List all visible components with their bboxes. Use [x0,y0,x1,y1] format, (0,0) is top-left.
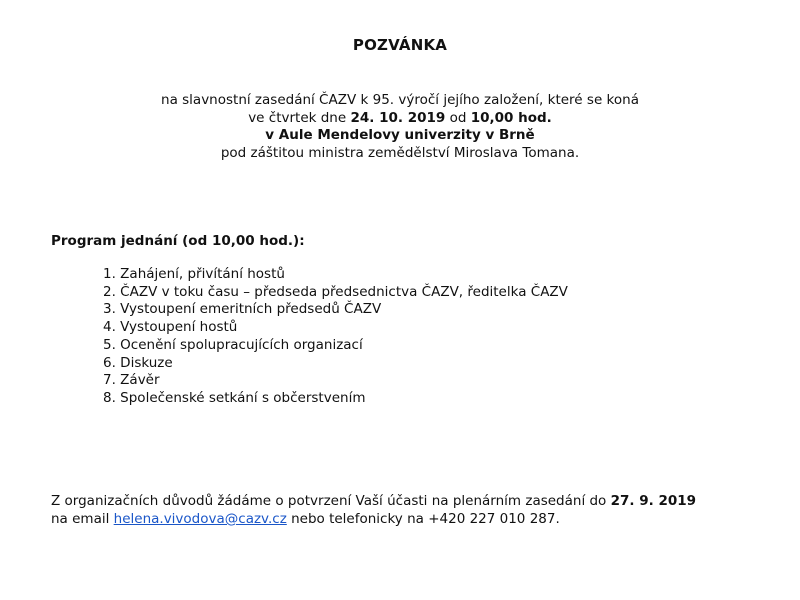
event-time: 10,00 hod. [470,109,552,126]
program-item: 8. Společenské setkání s občerstvením [103,389,366,406]
intro-line-2-mid: od [445,109,471,126]
program-item: 5. Ocenění spolupracujících organizací [103,336,363,353]
intro-line-2 [0,110,800,128]
program-item: 7. Závěr [103,372,160,389]
event-date: 24. 10. 2019 [350,109,446,126]
intro-line-2-prefix: ve čtvrtek dne [248,109,351,126]
event-venue: v Aule Mendelovy univerzity v Brně [265,127,535,143]
program-heading: Program jednání (od 10,00 hod.): [51,233,305,249]
email-link[interactable]: helena.vivodova@cazv.cz [113,511,287,527]
intro-line-4: pod záštitou ministra zemědělství Miroslava Tomana. [220,144,580,161]
footer-line-1-prefix: Z organizačních důvodů žádáme o potvrzení Vaší účasti na plenárním zasedání do [51,493,611,509]
footer-line-2-suffix: nebo telefonicky na +420 227 010 287. [286,511,560,527]
program-item: 6. Diskuze [103,354,173,371]
footer-line-2-prefix: na email [51,511,114,527]
footer-line-1 [51,492,696,510]
invitation-title: POZVÁNKA [352,36,448,54]
program-item: 1. Zahájení, přivítání hostů [103,266,285,282]
program-item: 2. ČAZV v toku času – předseda předsednictva ČAZV, ředitelka ČAZV [103,283,568,300]
footer-block [51,492,696,528]
rsvp-deadline: 27. 9. 2019 [610,493,697,509]
footer-line-2 [51,510,696,528]
program-item: 4. Vystoupení hostů [103,319,238,336]
program-list [103,266,568,408]
program-item: 3. Vystoupení emeritních předsedů ČAZV [103,301,382,318]
intro-line-1: na slavnostní zasedání ČAZV k 95. výročí jejího založení, které se koná [161,92,639,108]
intro-block [0,92,800,162]
